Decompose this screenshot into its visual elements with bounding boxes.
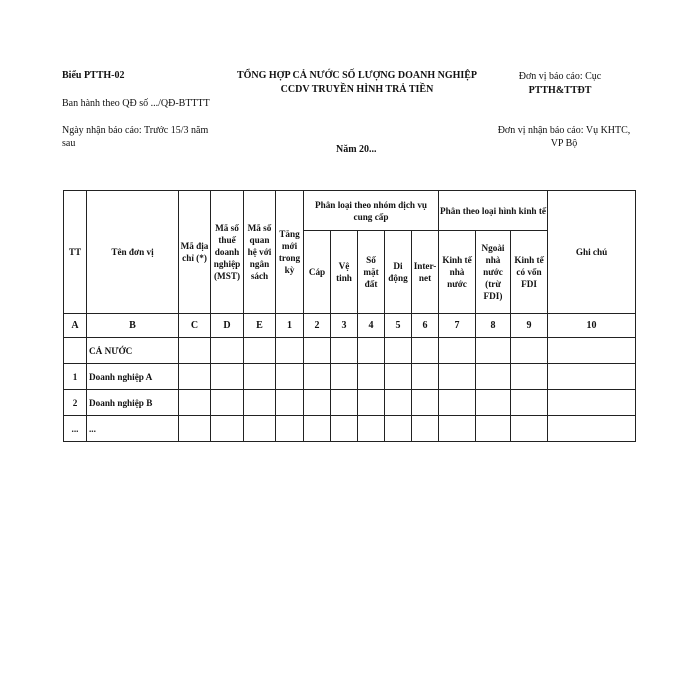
row-tt: 1 (64, 364, 87, 390)
header-economy-non-state: Ngoài nhà nước (trừ FDI) (476, 231, 511, 314)
column-index: 9 (511, 314, 548, 338)
form-code: Biểu PTTH-02 (62, 70, 125, 81)
column-index: 1 (276, 314, 304, 338)
header-service-group: Phân loại theo nhóm dịch vụ cung cấp (304, 191, 439, 231)
row-tt (64, 338, 87, 364)
report-year: Năm 20... (336, 144, 377, 155)
table-row (64, 416, 636, 442)
receiving-unit (484, 124, 644, 150)
header-tt: TT (64, 191, 87, 314)
column-index: 2 (304, 314, 331, 338)
header-new-in-period: Tăng mới trong kỳ (276, 191, 304, 314)
row-tt: 2 (64, 390, 87, 416)
header-tax-code: Mã số thuế doanh nghiệp (MST) (211, 191, 244, 314)
column-index: B (87, 314, 179, 338)
header-economy-fdi: Kinh tế có vốn FDI (511, 231, 548, 314)
row-unit-name: ... (87, 416, 179, 442)
reporting-unit-line2: PTTH&TTĐT (528, 85, 592, 96)
column-index: 7 (439, 314, 476, 338)
header-note: Ghi chú (548, 191, 636, 314)
receiving-unit-line2: VP Bộ (550, 138, 578, 149)
column-index: 8 (476, 314, 511, 338)
receive-date-line2: sau (62, 138, 76, 149)
column-index: 10 (548, 314, 636, 338)
header-service-mobile: Di động (385, 231, 412, 314)
receiving-unit-line1: Đơn vị nhận báo cáo: Vụ KHTC, (497, 125, 631, 136)
column-index: E (244, 314, 276, 338)
header-budget-code: Mã số quan hệ với ngân sách (244, 191, 276, 314)
row-unit-name: Doanh nghiệp A (87, 364, 179, 390)
report-title-line2: CCDV TRUYỀN HÌNH TRẢ TIỀN (280, 84, 434, 95)
receive-date (62, 124, 237, 150)
column-index: 5 (385, 314, 412, 338)
report-title-line1: TỔNG HỢP CẢ NƯỚC SỐ LƯỢNG DOANH NGHIỆP (236, 70, 478, 81)
report-title (218, 69, 496, 97)
column-index: 6 (412, 314, 439, 338)
column-index-row (64, 314, 636, 338)
row-unit-name: CẢ NƯỚC (87, 338, 179, 364)
issued-by: Ban hành theo QĐ số .../QĐ-BTTTT (62, 98, 210, 109)
column-index: 3 (331, 314, 358, 338)
column-index: 4 (358, 314, 385, 338)
header-service-terrestrial: Số mặt đất (358, 231, 385, 314)
table-row (64, 338, 636, 364)
header-service-cable: Cáp (304, 231, 331, 314)
receive-date-line1: Ngày nhận báo cáo: Trước 15/3 năm (62, 125, 209, 136)
column-index: D (211, 314, 244, 338)
reporting-unit-line1: Đơn vị báo cáo: Cục (518, 71, 602, 82)
header-unit-name: Tên đơn vị (87, 191, 179, 314)
report-table (63, 190, 636, 442)
header-economy-group: Phân theo loại hình kinh tế (439, 191, 548, 231)
header-service-internet: Inter-net (412, 231, 439, 314)
table-row (64, 390, 636, 416)
table-row (64, 364, 636, 390)
row-tt: ... (64, 416, 87, 442)
row-unit-name: Doanh nghiệp B (87, 390, 179, 416)
header-economy-state: Kinh tế nhà nước (439, 231, 476, 314)
header-address-code: Mã địa chỉ (*) (179, 191, 211, 314)
column-index: A (64, 314, 87, 338)
reporting-unit (505, 70, 615, 98)
column-index: C (179, 314, 211, 338)
header-service-satellite: Vệ tinh (331, 231, 358, 314)
